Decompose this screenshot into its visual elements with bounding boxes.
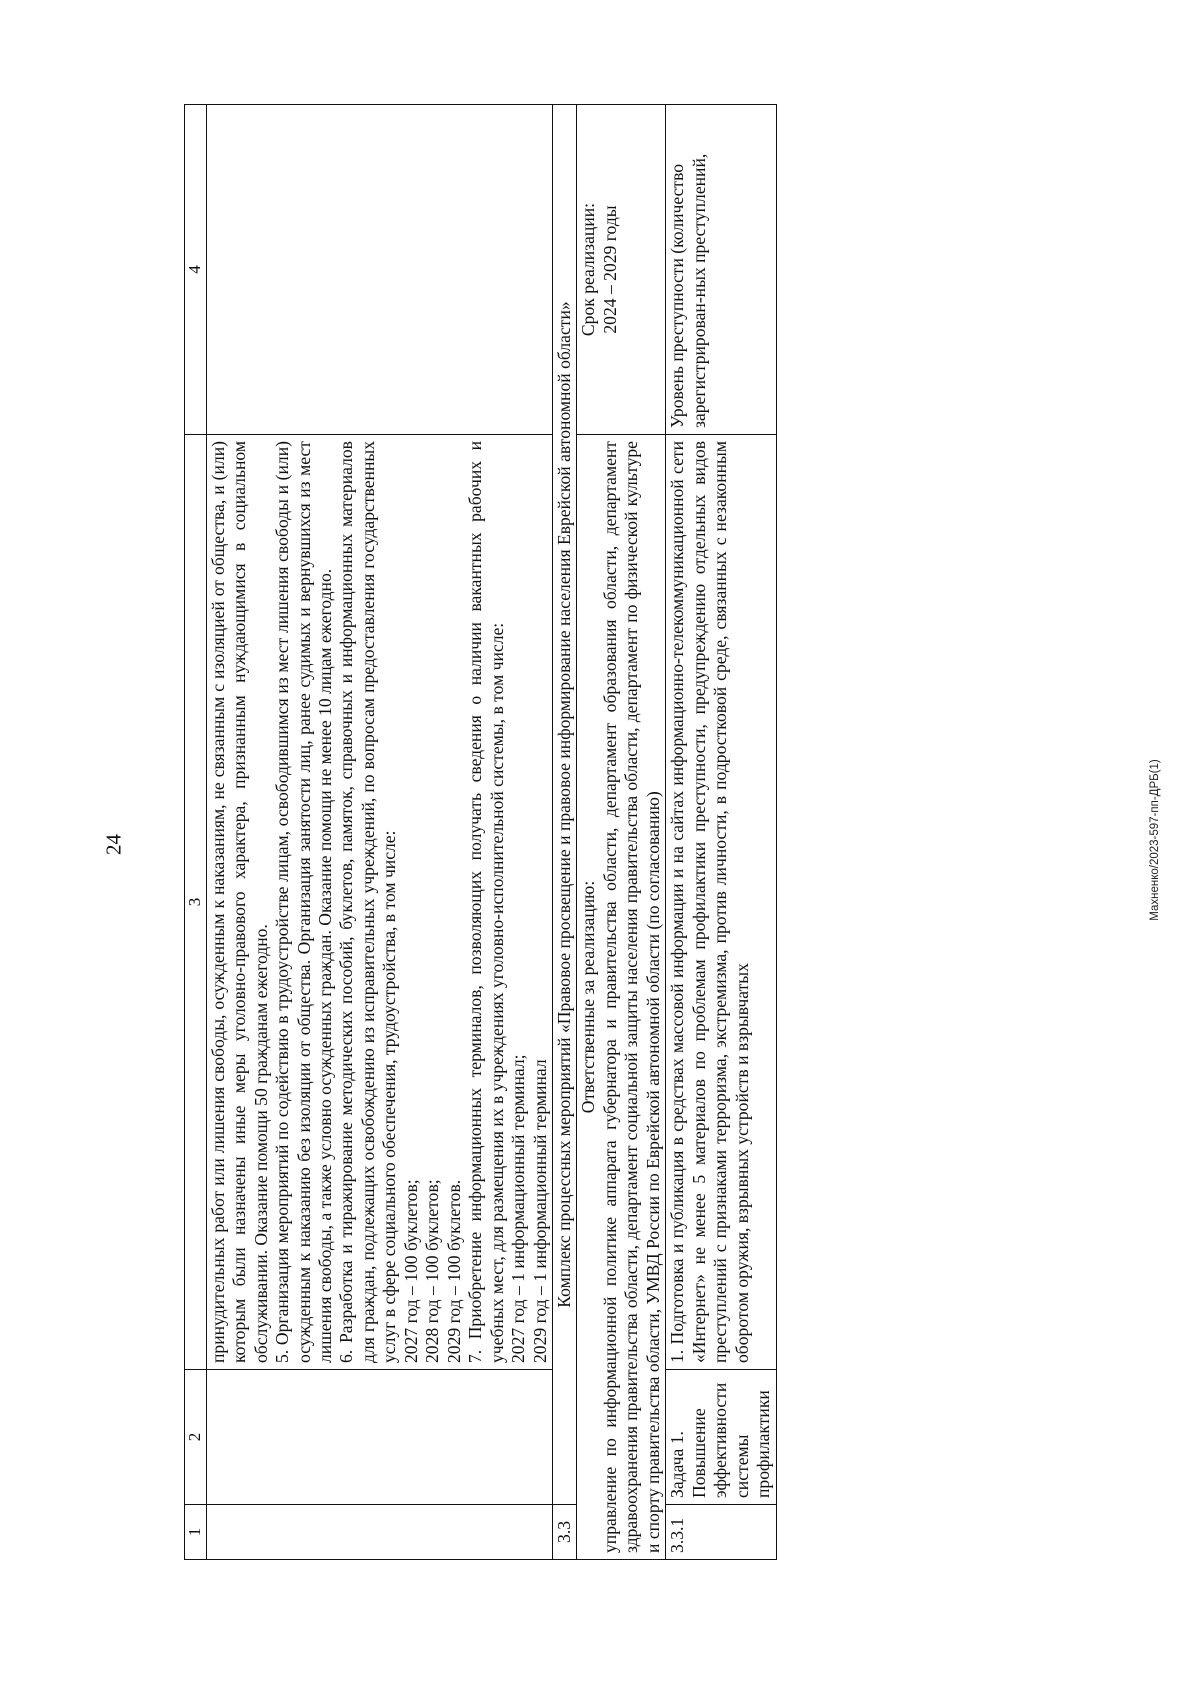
header-col-4: 4 bbox=[185, 105, 207, 435]
section-title: Комплекс процессных мероприятий «Правовое просвещение и правовое информирование населения Еврейской автономной области» bbox=[552, 105, 576, 1505]
document-code-text: Махненко/2023-597-пп-ДРБ(1) bbox=[1149, 759, 1161, 921]
continuation-col-4 bbox=[206, 105, 552, 435]
task-number: 3.3.1 bbox=[666, 1505, 776, 1560]
section-title-row bbox=[552, 105, 576, 1560]
term-value: 2024 – 2029 годы bbox=[599, 205, 620, 334]
measure-year-line: 2029 год – 1 информационный терминал bbox=[529, 1059, 550, 1363]
measure-paragraph: 7. Приобретение информационных терминалов, позволяющих получать сведения о наличии вакантных рабочих и учебных мест, для размещения их в учреждениях уголовно-исполнительной системы, в том числе: bbox=[465, 441, 507, 1363]
task-measure-text: 1. Подготовка и публикация в средствах массовой информации и на сайтах информационно-телекоммуникационной сети «Интернет» не менее 5 материалов по проблемам профилактики преступности, предупреждению отдельных видов преступлений с признаками терроризма, экстремизма, против личности, в подростковой среде, связанных с незаконным оборотом оружия, взрывных устройств и взрывчатых bbox=[666, 435, 776, 1370]
continuation-measures-cell bbox=[206, 435, 552, 1370]
program-measures-table bbox=[184, 104, 777, 1560]
task-description: Задача 1. Повышение эффективности системы профилактики bbox=[666, 1370, 776, 1505]
continuation-row bbox=[206, 105, 552, 1560]
term-cell bbox=[577, 105, 666, 435]
rotated-page-content bbox=[184, 105, 1184, 1560]
responsible-row bbox=[577, 105, 666, 1560]
term-heading: Срок реализации: bbox=[578, 202, 599, 337]
page-number: 24 bbox=[101, 834, 126, 855]
measure-year-line: 2028 год – 100 буклетов; bbox=[422, 1179, 443, 1363]
measure-year-line: 2027 год – 1 информационный терминал; bbox=[508, 1054, 529, 1363]
responsible-heading: Ответственные за реализацию: bbox=[578, 880, 599, 1114]
responsible-cell bbox=[577, 435, 666, 1560]
header-col-3: 3 bbox=[185, 435, 207, 1370]
measure-paragraph: 5. Организация мероприятий по содействию в трудоустройстве лицам, освободившимся из мест лишения свободы и (или) осужденным к наказанию без изоляции от общества. Организация занятости лиц, ранее судимых и вернувшихся из мест лишения свободы, а также условно осужденных граждан. Оказание помощи не менее 10 лицам ежегодно. bbox=[272, 441, 335, 1363]
task-indicator: Уровень преступности (количество зарегистрирован-ных преступлений, bbox=[666, 105, 776, 435]
responsible-text: управление по информационной политике аппарата губернатора и правительства области, департамент образования области, департамент здравоохранения правительства области, департамент социальной защиты населения правительства области, департамент по физической культуре и спорту правительства области, УМВД России по Еврейской автономной области (по согласованию) bbox=[599, 441, 663, 1553]
section-number: 3.3 bbox=[552, 1505, 576, 1560]
measure-paragraph: 6. Разработка и тиражирование методических пособий, буклетов, памяток, справочных и информационных материалов для граждан, подлежащих освобождению из исправительных учреждений, по вопросам предоставления государственных услуг в сфере социального обеспечения, трудоустройства, в том числе: bbox=[336, 441, 400, 1363]
task-row bbox=[666, 105, 776, 1560]
continuation-col-2 bbox=[206, 1370, 552, 1505]
continuation-col-1 bbox=[206, 1505, 552, 1560]
measure-year-line: 2029 год – 100 буклетов. bbox=[443, 1179, 464, 1363]
header-col-1: 1 bbox=[185, 1505, 207, 1560]
measure-year-line: 2027 год – 100 буклетов; bbox=[400, 1179, 421, 1363]
table-header-row bbox=[185, 105, 207, 1560]
header-col-2: 2 bbox=[185, 1370, 207, 1505]
measure-paragraph: принудительных работ или лишения свободы, осужденным к наказаниям, не связанным с изоляцией от общества, и (или) которым были назначены иные меры уголовно-правового характера, признанным нуждающимися в социальном обслуживании. Оказание помощи 50 гражданам ежегодно. bbox=[207, 441, 271, 1363]
